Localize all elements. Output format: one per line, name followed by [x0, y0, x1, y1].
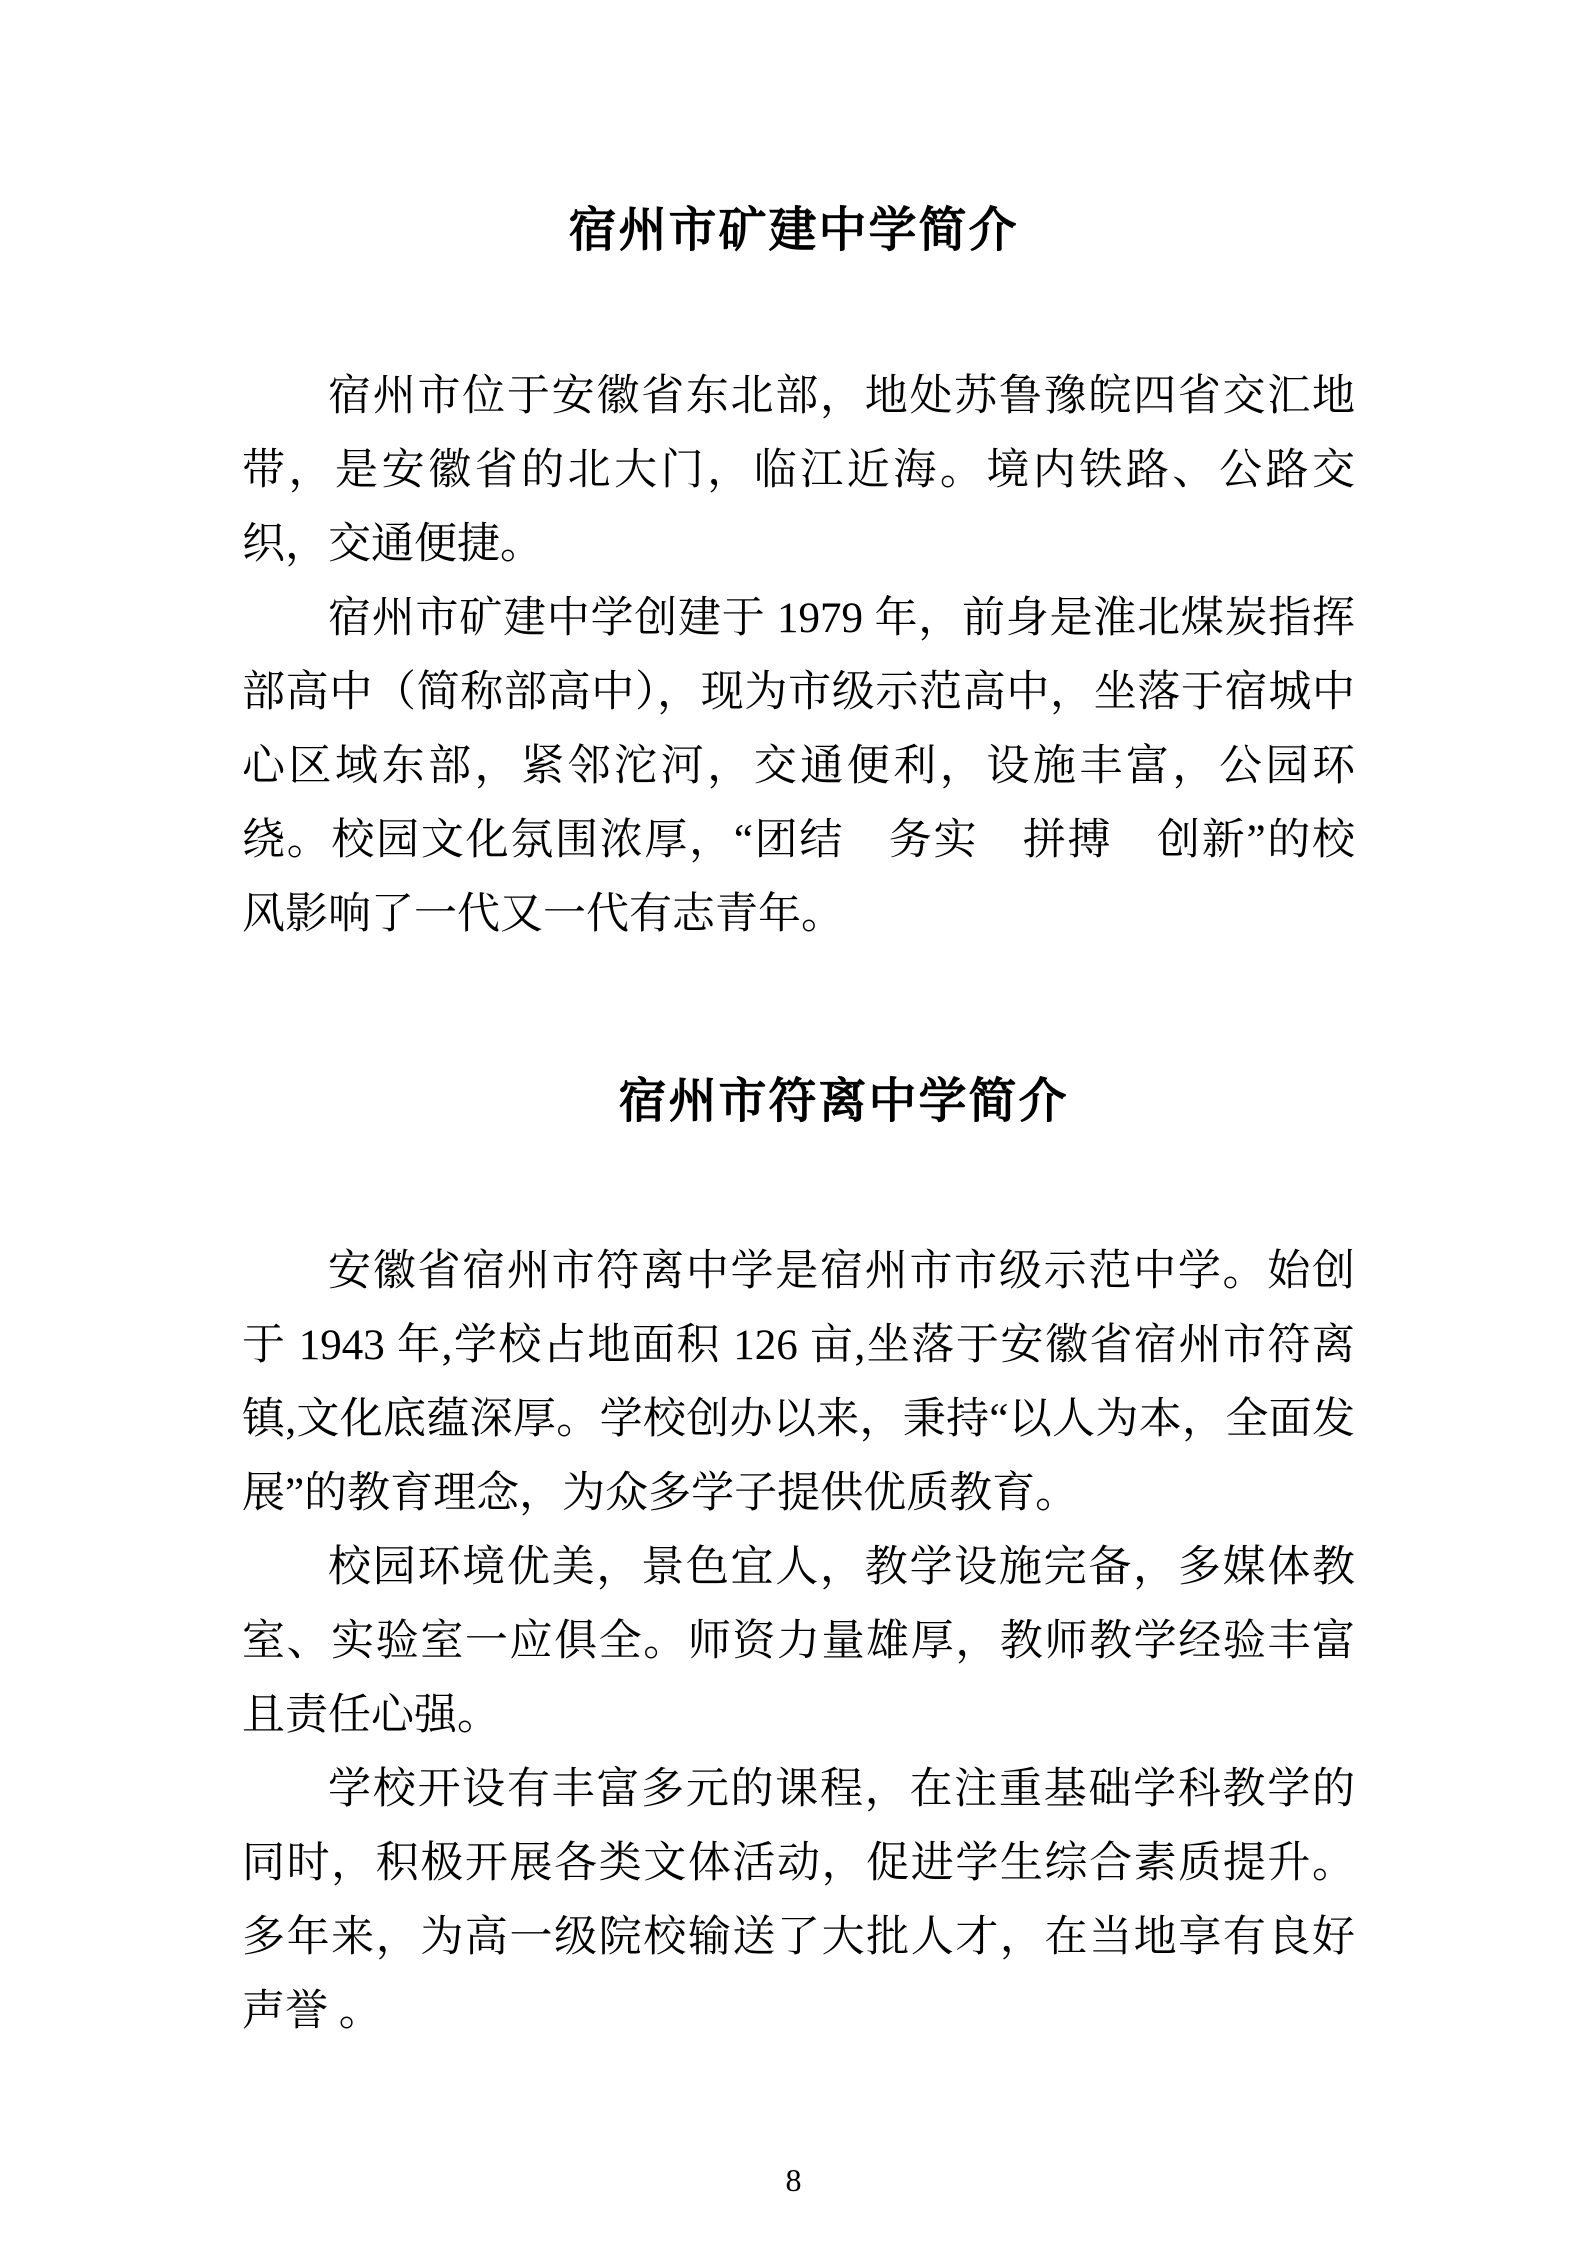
paragraph: 学校开设有丰富多元的课程，在注重基础学科教学的同时，积极开展各类文体活动，促进学生综合素质提升。多年来，为高一级院校输送了大批人才，在当地享有良好声誉 。	[242, 1766, 1355, 2035]
paragraph: 宿州市矿建中学创建于 1979 年，前身是淮北煤炭指挥部高中（简称部高中），现为市级示范高中，坐落于宿城中心区域东部，紧邻沱河，交通便利，设施丰富，公园环绕。校园文化氛围浓厚，“团结 务实 拼搏 创新”的校风影响了一代又一代有志青年。	[242, 595, 1355, 938]
paragraph: 宿州市位于安徽省东北部，地处苏鲁豫皖四省交汇地带，是安徽省的北大门，临江近海。境内铁路、公路交织，交通便捷。	[242, 373, 1355, 568]
paragraph: 校园环境优美，景色宜人，教学设施完备，多媒体教室、实验室一应俱全。师资力量雄厚，教师教学经验丰富且责任心强。	[242, 1544, 1355, 1739]
paragraph: 安徽省宿州市符离中学是宿州市市级示范中学。始创于 1943 年,学校占地面积 126 亩,坐落于安徽省宿州市符离镇,文化底蕴深厚。学校创办以来，秉持“以人为本，全面发展”的教育理念，为众多学子提供优质教育。	[242, 1248, 1355, 1517]
page-number: 8	[785, 2162, 802, 2198]
section-2-title: 宿州市符离中学简介	[618, 1075, 1069, 1128]
section-2-body	[242, 1235, 1355, 2049]
section-1-title: 宿州市矿建中学简介	[568, 204, 1019, 257]
section-1-body	[242, 360, 1355, 952]
